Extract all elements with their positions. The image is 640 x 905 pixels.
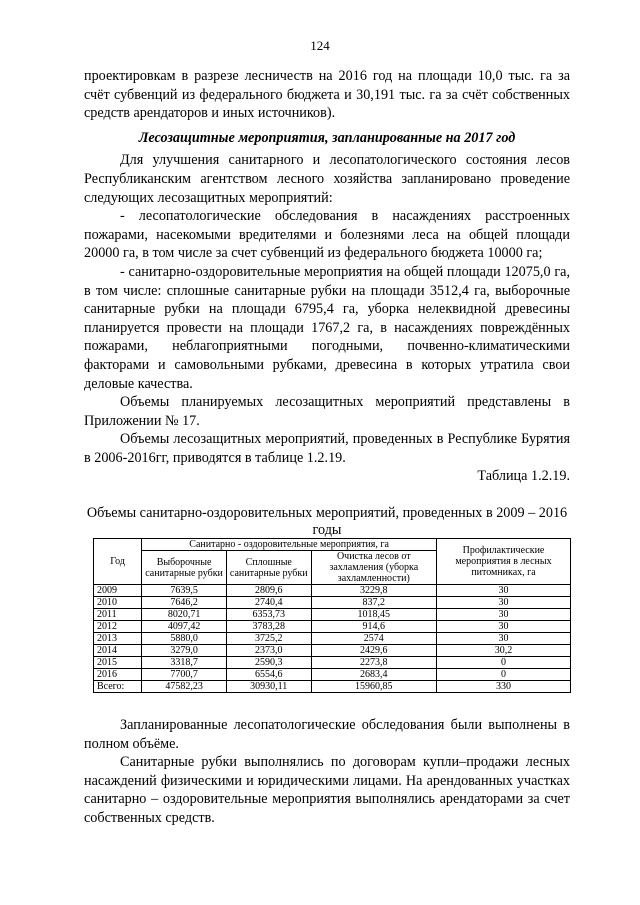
- cell-selective: 7639,5: [142, 585, 227, 597]
- paragraph-table-ref: Объемы лесозащитных мероприятий, проведенных в Республике Бурятия в 2006-2016гг, приводятся в таблице 1.2.19.: [84, 431, 570, 466]
- cell-selective: 4097,42: [142, 621, 227, 633]
- cell-clear: 2373,0: [226, 645, 311, 657]
- table-row: [94, 585, 571, 597]
- cell-year: 2013: [94, 633, 142, 645]
- bottom-text: [84, 716, 570, 828]
- main-text: [84, 67, 570, 486]
- paragraph-surveys-done: Запланированные лесопатологические обследования были выполнены в полном объёме.: [84, 717, 570, 752]
- table-row: [94, 657, 571, 669]
- cell-cleaning: 3229,8: [311, 585, 436, 597]
- cell-selective: 47582,23: [142, 681, 227, 693]
- cell-selective: 5880,0: [142, 633, 227, 645]
- cell-preventive: 30: [436, 621, 570, 633]
- cell-year: 2014: [94, 645, 142, 657]
- cell-preventive: 30: [436, 585, 570, 597]
- cell-clear: 2740,4: [226, 597, 311, 609]
- paragraph-appendix: Объемы планируемых лесозащитных мероприятий представлены в Приложении № 17.: [84, 394, 570, 429]
- cell-cleaning: 914,6: [311, 621, 436, 633]
- cell-cleaning: 2574: [311, 633, 436, 645]
- table-row: [94, 681, 571, 693]
- cell-clear: 3725,2: [226, 633, 311, 645]
- cell-clear: 30930,11: [226, 681, 311, 693]
- cell-year: 2009: [94, 585, 142, 597]
- cell-cleaning: 837,2: [311, 597, 436, 609]
- table-row: [94, 633, 571, 645]
- section-heading: Лесозащитные мероприятия, запланированные на 2017 год: [138, 129, 516, 146]
- header-group: Санитарно - оздоровительные мероприятия, га: [142, 539, 437, 551]
- top-paragraph: проектировкам в разрезе лесничеств на 2016 год на площади 10,0 тыс. га за счёт субвенций из федерального бюджета и 30,191 тыс. га за счёт собственных средств арендаторов и иных источников).: [84, 68, 570, 122]
- cell-selective: 3318,7: [142, 657, 227, 669]
- table-row: [94, 645, 571, 657]
- cell-selective: 8020,71: [142, 609, 227, 621]
- cell-clear: 2590,3: [226, 657, 311, 669]
- cell-clear: 2809,6: [226, 585, 311, 597]
- cell-clear: 6353,73: [226, 609, 311, 621]
- cell-cleaning: 15960,85: [311, 681, 436, 693]
- cell-cleaning: 2273,8: [311, 657, 436, 669]
- paragraph-intro: Для улучшения санитарного и лесопатологического состояния лесов Республиканским агентством лесного хозяйства запланировано проведение следующих лесозащитных мероприятий:: [84, 152, 570, 206]
- cell-preventive: 30: [436, 597, 570, 609]
- cell-preventive: 330: [436, 681, 570, 693]
- cell-year: 2016: [94, 669, 142, 681]
- header-selective: Выборочные санитарные рубки: [142, 551, 227, 585]
- header-year: Год: [94, 539, 142, 585]
- cell-preventive: 30: [436, 633, 570, 645]
- cell-clear: 6554,6: [226, 669, 311, 681]
- paragraph-bullet-surveys: - лесопатологические обследования в насаждениях расстроенных пожарами, насекомыми вредителями и болезнями леса на общей площади 20000 га, в том числе за счет субвенций из федерального бюджета 10000 га;: [84, 208, 570, 262]
- cell-year: 2012: [94, 621, 142, 633]
- table-label: Таблица 1.2.19.: [477, 468, 570, 485]
- cell-clear: 3783,28: [226, 621, 311, 633]
- table-row: [94, 609, 571, 621]
- cell-year: 2011: [94, 609, 142, 621]
- page-number: 124: [310, 38, 330, 53]
- header-preventive: Профилактические мероприятия в лесных питомниках, га: [436, 539, 570, 585]
- cell-cleaning: 1018,45: [311, 609, 436, 621]
- header-clear: Сплошные санитарные рубки: [226, 551, 311, 585]
- cell-preventive: 30,2: [436, 645, 570, 657]
- paragraph-sanitary-contracts: Санитарные рубки выполнялись по договорам купли–продажи лесных насаждений физическими и юридическими лицами. На арендованных участках санитарно – оздоровительные мероприятия выполнялись арендаторами за счет собственных средств.: [84, 754, 570, 826]
- cell-preventive: 0: [436, 669, 570, 681]
- table-title: Объемы санитарно-оздоровительных мероприятий, проведенных в 2009 – 2016 годы: [86, 505, 568, 538]
- table-body: [94, 585, 571, 693]
- cell-cleaning: 2429,6: [311, 645, 436, 657]
- cell-year: Всего:: [94, 681, 142, 693]
- table-row: [94, 621, 571, 633]
- cell-selective: 3279,0: [142, 645, 227, 657]
- cell-cleaning: 2683,4: [311, 669, 436, 681]
- cell-preventive: 0: [436, 657, 570, 669]
- cell-preventive: 30: [436, 609, 570, 621]
- table-row: [94, 669, 571, 681]
- data-table: [93, 538, 571, 693]
- table-row: [94, 597, 571, 609]
- paragraph-bullet-sanitary: - санитарно-оздоровительные мероприятия на общей площади 12075,0 га, в том числе: сплошные санитарные рубки на площади 3512,4 га, выборочные санитарные рубки на площади 6795,4 га, уборка нелеквидной древесины планируется провести на площади 1767,2 га, в насаждениях повреждённых пожарами, неблагоприятными погодными, почвенно-климатическими факторами и самовольными рубками, древесина в которых утратила свои деловые качества.: [84, 263, 570, 392]
- cell-year: 2015: [94, 657, 142, 669]
- header-cleaning: Очистка лесов от захламления (уборка захламленности): [311, 551, 436, 585]
- cell-selective: 7646,2: [142, 597, 227, 609]
- cell-year: 2010: [94, 597, 142, 609]
- cell-selective: 7700,7: [142, 669, 227, 681]
